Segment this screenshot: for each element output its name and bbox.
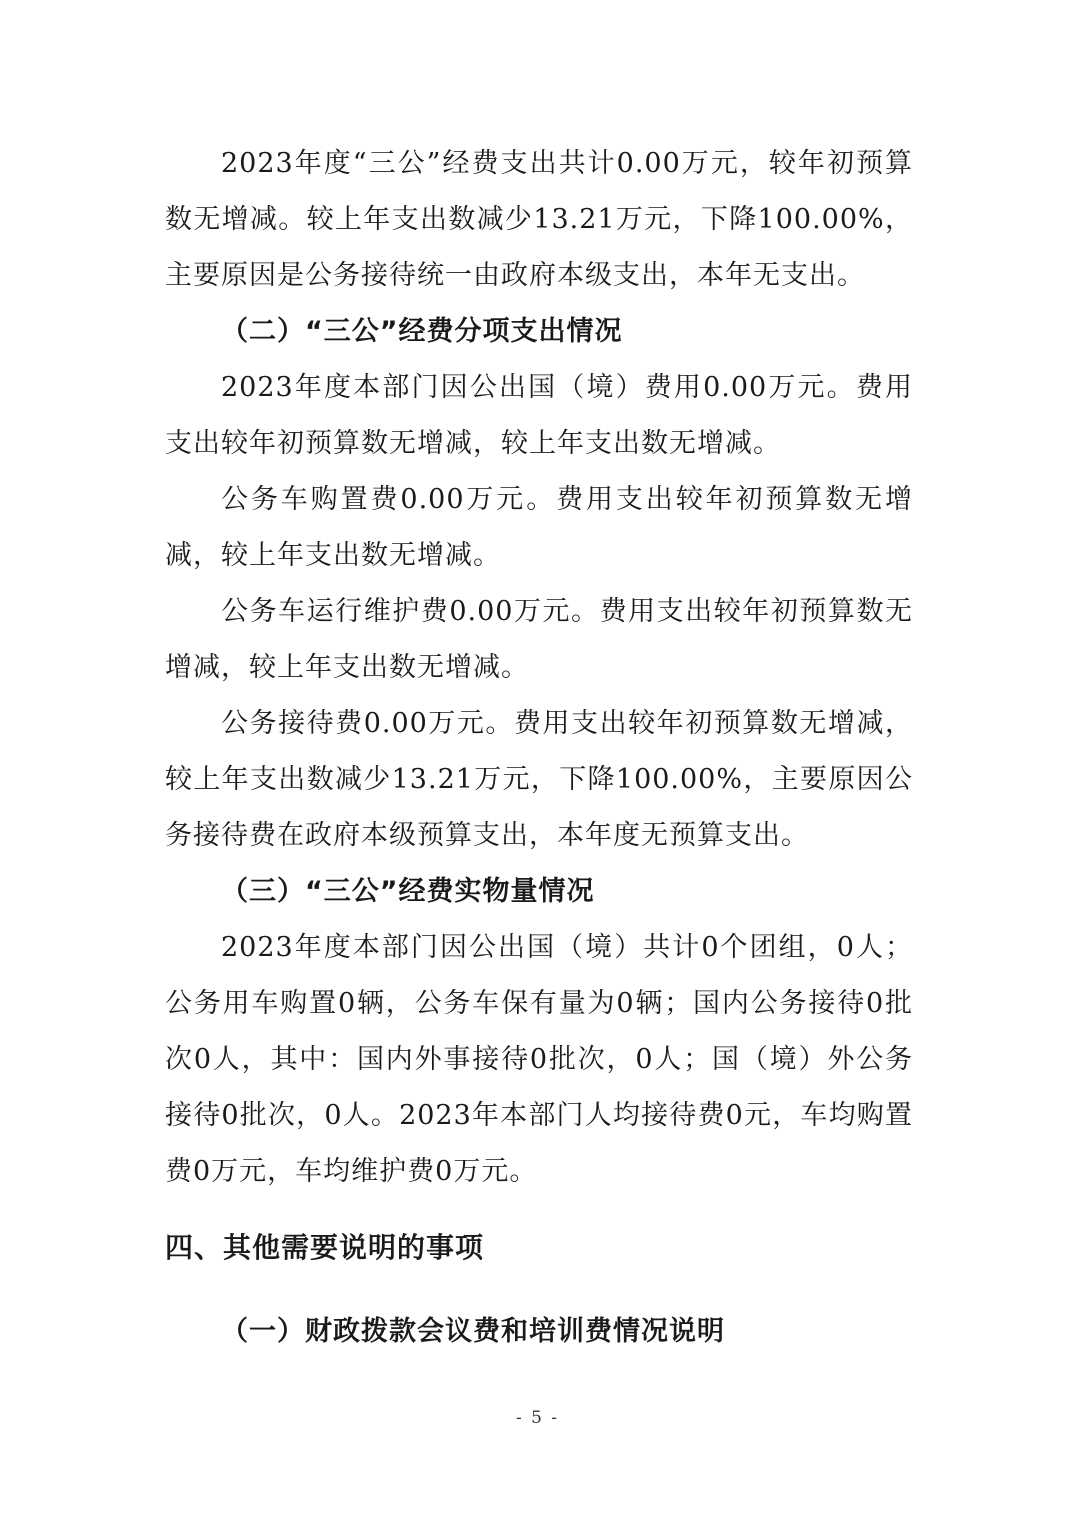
paragraph-total-expenditure: 2023年度“三公”经费支出共计0.00万元，较年初预算数无增减。较上年支出数减少13.21万元，下降100.00%，主要原因是公务接待统一由政府本级支出，本年无支出。 (165, 148, 913, 291)
document-body (165, 136, 913, 1360)
subheading-physical-quantity: （三）“三公”经费实物量情况 (221, 876, 595, 907)
paragraph-physical-quantity: 2023年度本部门因公出国（境）共计0个团组，0人；公务用车购置0辆，公务车保有量为0辆；国内公务接待0批次0人，其中：国内外事接待0批次，0人；国（境）外公务接待0批次，0人。2023年本部门人均接待费0元，车均购置费0万元，车均维护费0万元。 (165, 932, 913, 1187)
paragraph-overseas-travel: 2023年度本部门因公出国（境）费用0.00万元。费用支出较年初预算数无增减，较上年支出数无增减。 (165, 372, 913, 459)
paragraph-official-reception: 公务接待费0.00万元。费用支出较年初预算数无增减，较上年支出数减少13.21万元，下降100.00%，主要原因公务接待费在政府本级预算支出，本年度无预算支出。 (165, 708, 913, 851)
subheading-meeting-training-fees: （一）财政拨款会议费和培训费情况说明 (221, 1316, 725, 1347)
subheading-itemized-expenditure: （二）“三公”经费分项支出情况 (221, 316, 623, 347)
paragraph-vehicle-maintenance: 公务车运行维护费0.00万元。费用支出较年初预算数无增减，较上年支出数无增减。 (165, 596, 913, 683)
paragraph-vehicle-purchase: 公务车购置费0.00万元。费用支出较年初预算数无增减，较上年支出数无增减。 (165, 484, 913, 571)
page-number: - 5 - (515, 1408, 560, 1428)
section-heading-other-matters: 四、其他需要说明的事项 (165, 1231, 485, 1264)
